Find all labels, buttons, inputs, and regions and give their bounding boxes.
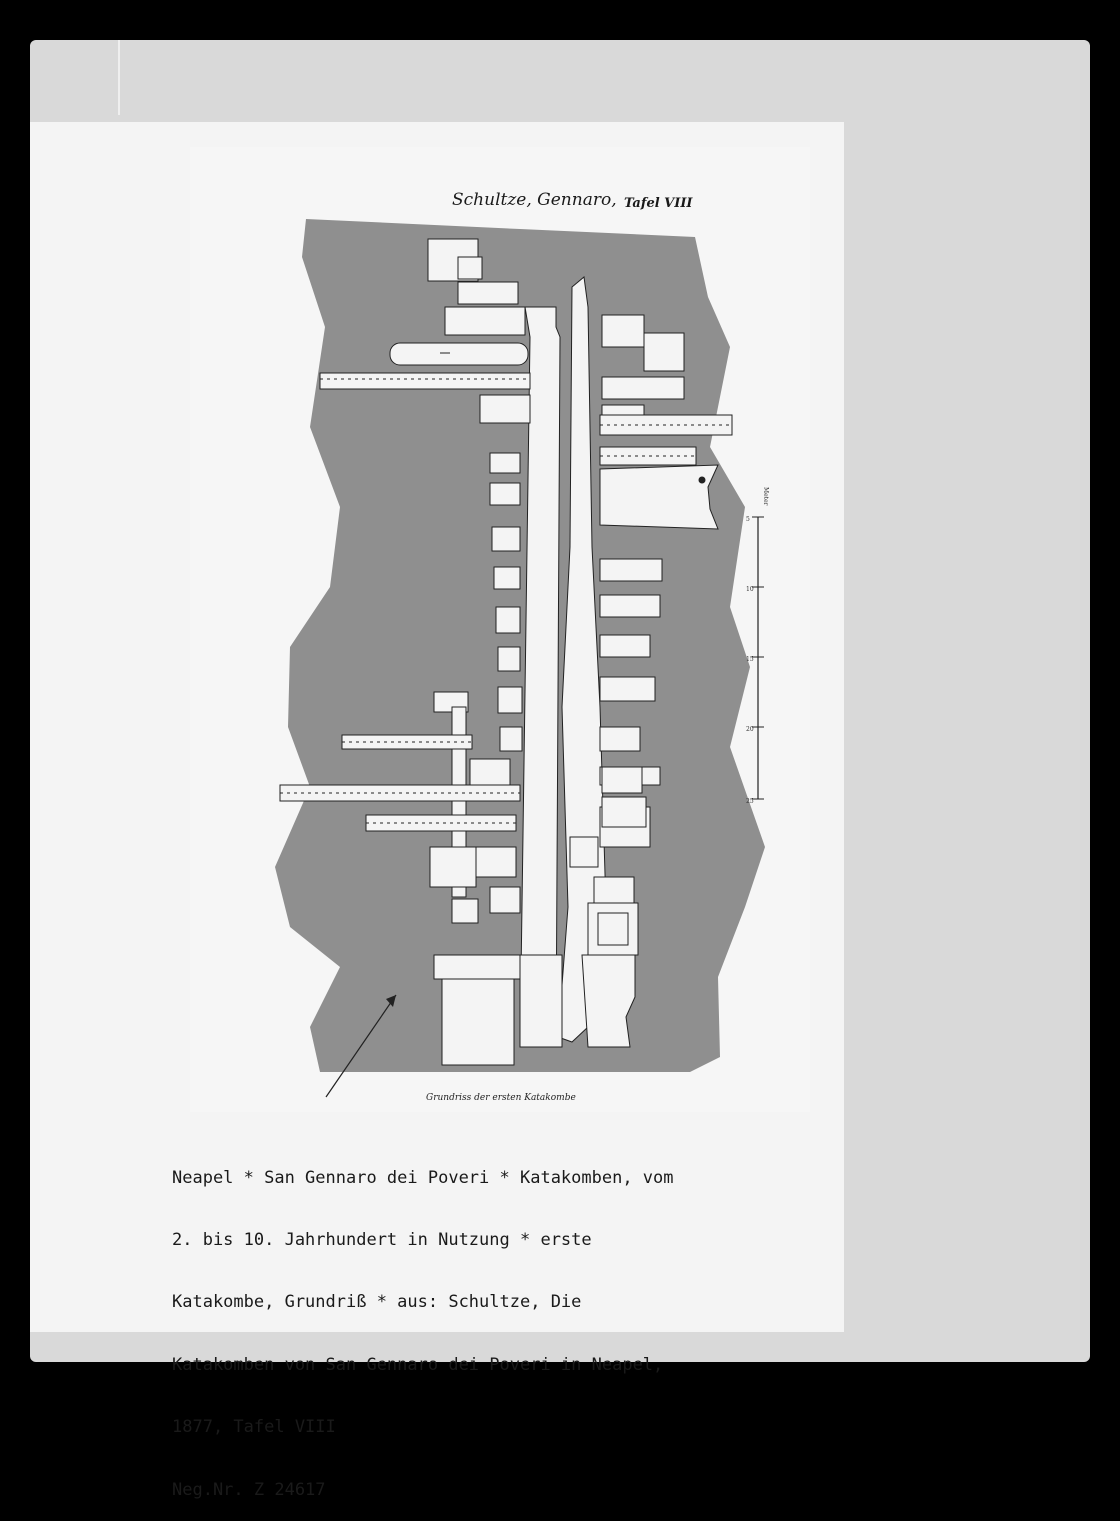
scale-tick-1: 5: [746, 516, 750, 523]
scale-tick-4: 20: [746, 726, 754, 733]
scale-unit: Meter: [762, 487, 769, 506]
caption-line-3: Katakombe, Grundriß * aus: Schultze, Die: [172, 1292, 582, 1313]
archive-caption: [172, 1126, 822, 1521]
plan-plate: [190, 147, 810, 1112]
scale-tick-2: 10: [746, 586, 754, 593]
caption-line-5: 1877, Tafel VIII: [172, 1417, 336, 1438]
tafel-label: Tafel VIII: [624, 196, 693, 211]
caption-line-2: 2. bis 10. Jahrhundert in Nutzung * erste: [172, 1229, 592, 1250]
caption-line-6: Neg.Nr. Z 24617: [172, 1479, 326, 1500]
film-streak: [118, 40, 120, 115]
caption-line-1: Neapel * San Gennaro dei Poveri * Katakomben, vom: [172, 1167, 674, 1188]
scale-bar: [746, 487, 769, 805]
handwritten-title: Schultze, Gennaro,: [452, 190, 617, 210]
caption-line-4: Katakomben von San Gennaro dei Poveri in Neapel,: [172, 1354, 664, 1375]
catacomb-plan: [190, 147, 810, 1112]
plan-caption: Grundriss der ersten Katakombe: [426, 1093, 576, 1103]
scale-tick-5: 25: [746, 798, 754, 805]
scale-tick-3: 15: [746, 656, 754, 663]
